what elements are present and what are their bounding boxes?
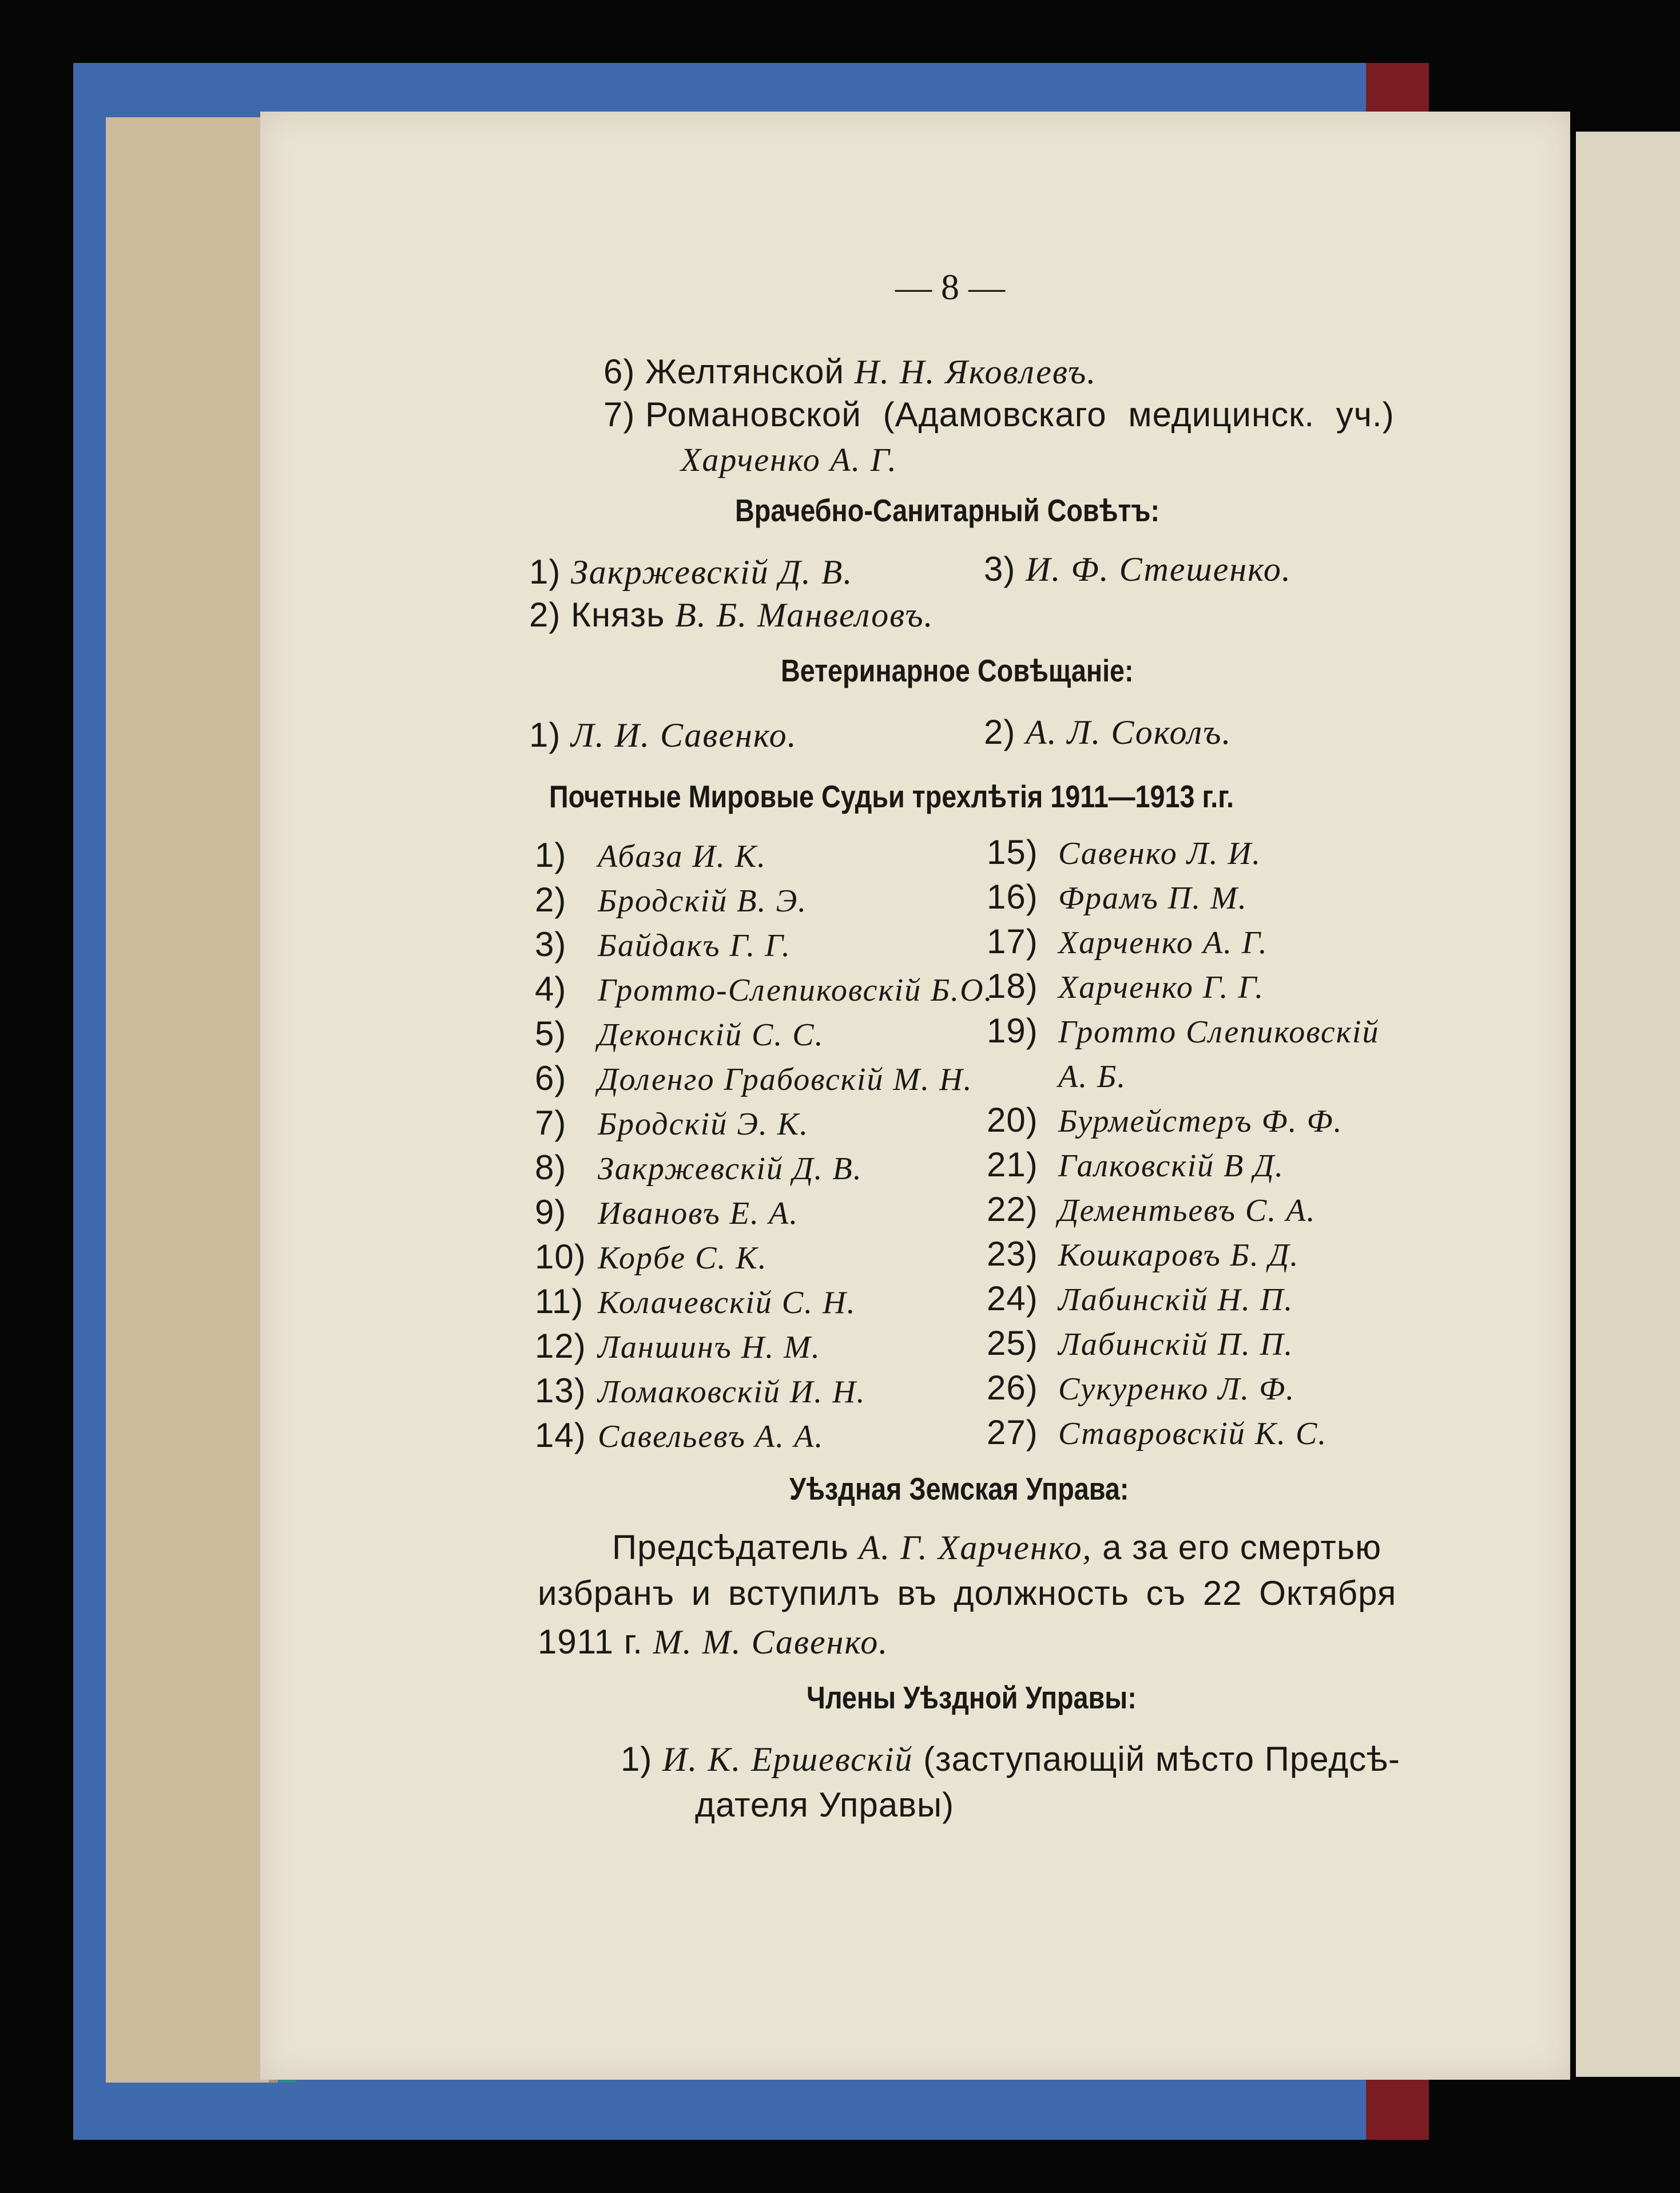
judge-name: Савельевъ А. А. [598,1419,824,1454]
paragraph-line [612,1528,1381,1568]
item-number: 11) [535,1282,584,1320]
item-number: 3) [535,925,567,963]
judge-list-item [987,966,1264,1006]
item-number: 6) [535,1059,567,1097]
judge-list-item [987,1368,1295,1407]
item-number: 9) [535,1193,567,1231]
judge-name: Байдакъ Г. Г. [598,928,791,963]
list-item [603,395,1395,434]
judge-list-item [535,1326,821,1366]
page-stack [106,117,277,2083]
item-number: 7) [535,1104,567,1142]
judge-list-item [535,1014,824,1053]
item-number: 23) [987,1235,1038,1273]
book-page [260,112,1570,2080]
list-item [621,1739,1400,1779]
judge-name: Колачевскій С. Н. [598,1285,856,1320]
judge-list-item [535,1371,866,1410]
item-number: 10) [535,1238,586,1276]
item-person: Н. Н. Яковлевъ. [854,353,1097,391]
judge-name: Харченко А. Г. [1058,925,1268,961]
section-heading: Ветеринарное Совѣщаніе: [781,653,1134,688]
section-heading: Почетные Мировые Судьи трехлѣтія 1911—1913 г.г. [549,779,1234,814]
item-number: 15) [987,833,1038,871]
judge-list-item [987,1413,1327,1452]
person-name: М. М. Савенко. [653,1623,889,1661]
judge-name: Ставровскій К. С. [1058,1416,1328,1452]
judge-name: Лабинскій П. П. [1058,1327,1294,1362]
judge-list-item [987,832,1261,872]
judge-name: Дементьевъ С. А. [1058,1193,1316,1228]
text: 1911 г. [538,1623,643,1661]
judge-name: Корбе С. К. [598,1240,768,1276]
item-number: 27) [987,1413,1038,1452]
item-number: 25) [987,1324,1038,1362]
item-number: 2) [535,881,567,919]
judge-list-item [535,835,766,875]
item-text: Князь [571,596,665,634]
item-number: 1) [529,553,561,591]
judge-list-item [535,1103,809,1143]
item-number: 22) [987,1190,1038,1228]
judge-list-item [987,1056,1126,1095]
list-item [603,352,1097,392]
item-number: 8) [535,1148,567,1187]
item-number: 24) [987,1279,1038,1318]
judge-name: Кошкаровъ Б. Д. [1058,1238,1300,1273]
item-number: 6) [603,352,636,391]
judge-name: А. Б. [1058,1059,1127,1094]
judge-name: Ланшинъ Н. М. [598,1330,821,1365]
item-number: 1) [535,836,567,874]
judge-list-item [987,1145,1284,1184]
list-item [529,552,853,592]
text: (заступающій мѣсто Предсѣ- [923,1740,1400,1778]
judge-name: Абаза И. К. [598,839,766,874]
judge-name: Доленго Грабовскій М. Н. [598,1062,973,1097]
judge-list-item [987,877,1248,917]
judge-list-item [535,1282,856,1321]
item-number: 1) [621,1740,653,1778]
item-number: 14) [535,1416,586,1454]
judge-name: Фрамъ П. М. [1058,881,1248,916]
judge-list-item [987,1234,1299,1274]
item-person: Закржевскій Д. В. [571,553,853,591]
judge-list-item [987,1323,1293,1363]
item-number: 19) [987,1012,1038,1050]
facing-page [1576,132,1680,2077]
judge-list-item [987,1011,1379,1050]
judge-list-item [535,1415,824,1455]
judge-list-item [535,925,791,964]
item-number: 13) [535,1371,586,1410]
judge-list-item [535,1237,768,1276]
judge-name: Бродскій В. Э. [598,883,808,919]
judge-name: Харченко Г. Г. [1058,970,1265,1005]
list-item [529,715,797,755]
list-item [984,549,1292,589]
item-number: 1) [529,716,561,754]
judge-name: Деконскій С. С. [598,1017,824,1053]
judge-list-item [987,922,1268,961]
item-person: В. Б. Манвеловъ. [675,596,934,634]
item-number: 21) [987,1145,1038,1184]
judge-list-item [987,1189,1316,1229]
judge-name: Лабинскій Н. П. [1058,1282,1294,1318]
item-person: А. Л. Соколъ. [1026,713,1232,751]
section-heading: Уѣздная Земская Управа: [789,1471,1129,1506]
item-number: 18) [987,967,1038,1005]
item-number: 3) [984,550,1016,588]
item-text: Романовской (Адамовскаго медицинск. уч.) [645,395,1395,434]
item-number: 20) [987,1101,1038,1139]
judge-name: Ивановъ Е. А. [598,1196,799,1231]
item-number: 4) [535,970,567,1008]
item-person: И. Ф. Стешенко. [1026,550,1292,588]
list-item-continuation: дателя Управы) [695,1786,955,1824]
judge-name: Закржевскій Д. В. [598,1151,863,1187]
page-number: — 8 — [895,267,1005,307]
text: а за его смертью [1102,1528,1382,1567]
item-number: 2) [529,596,561,634]
judge-list-item [535,1058,973,1098]
judge-name: Бурмейстеръ Ф. Ф. [1058,1104,1343,1139]
person-name: И. К. Ершевскій [662,1740,914,1778]
judge-name: Ломаковскій И. Н. [598,1374,866,1410]
item-text: Желтянской [645,352,844,391]
section-heading: Врачебно-Санитарный Совѣтъ: [735,493,1160,528]
item-number: 5) [535,1014,567,1053]
judge-name: Гротто Слепиковскій [1058,1014,1380,1050]
judge-list-item [987,1100,1343,1140]
list-item [529,595,934,635]
paragraph-line [538,1622,888,1662]
judge-list-item [535,1192,799,1232]
judge-list-item [535,880,807,919]
item-number: 17) [987,922,1038,961]
item-person: Харченко А. Г. [681,441,897,478]
judge-name: Галковскій В Д. [1058,1148,1284,1184]
item-number: 26) [987,1369,1038,1407]
judge-name: Гротто-Слепиковскій Б.О. [598,973,994,1008]
item-number: 12) [535,1327,586,1365]
list-item [984,712,1232,752]
judge-list-item [987,1279,1293,1318]
judge-name: Сукуренко Л. Ф. [1058,1371,1296,1407]
judge-name: Савенко Л. И. [1058,836,1262,871]
section-heading: Члены Уѣздной Управы: [807,1680,1137,1715]
item-number: 7) [603,395,636,434]
judge-name: Бродскій Э. К. [598,1107,809,1142]
item-number: 2) [984,713,1016,751]
paragraph-line: избранъ и вступилъ въ должность съ 22 Октября [538,1574,1397,1612]
person-name: А. Г. Харченко, [859,1529,1093,1567]
item-person: Л. И. Савенко. [571,716,797,754]
text: Предсѣдатель [612,1528,849,1567]
judge-list-item [535,969,994,1009]
item-number: 16) [987,878,1038,916]
judge-list-item [535,1148,863,1187]
